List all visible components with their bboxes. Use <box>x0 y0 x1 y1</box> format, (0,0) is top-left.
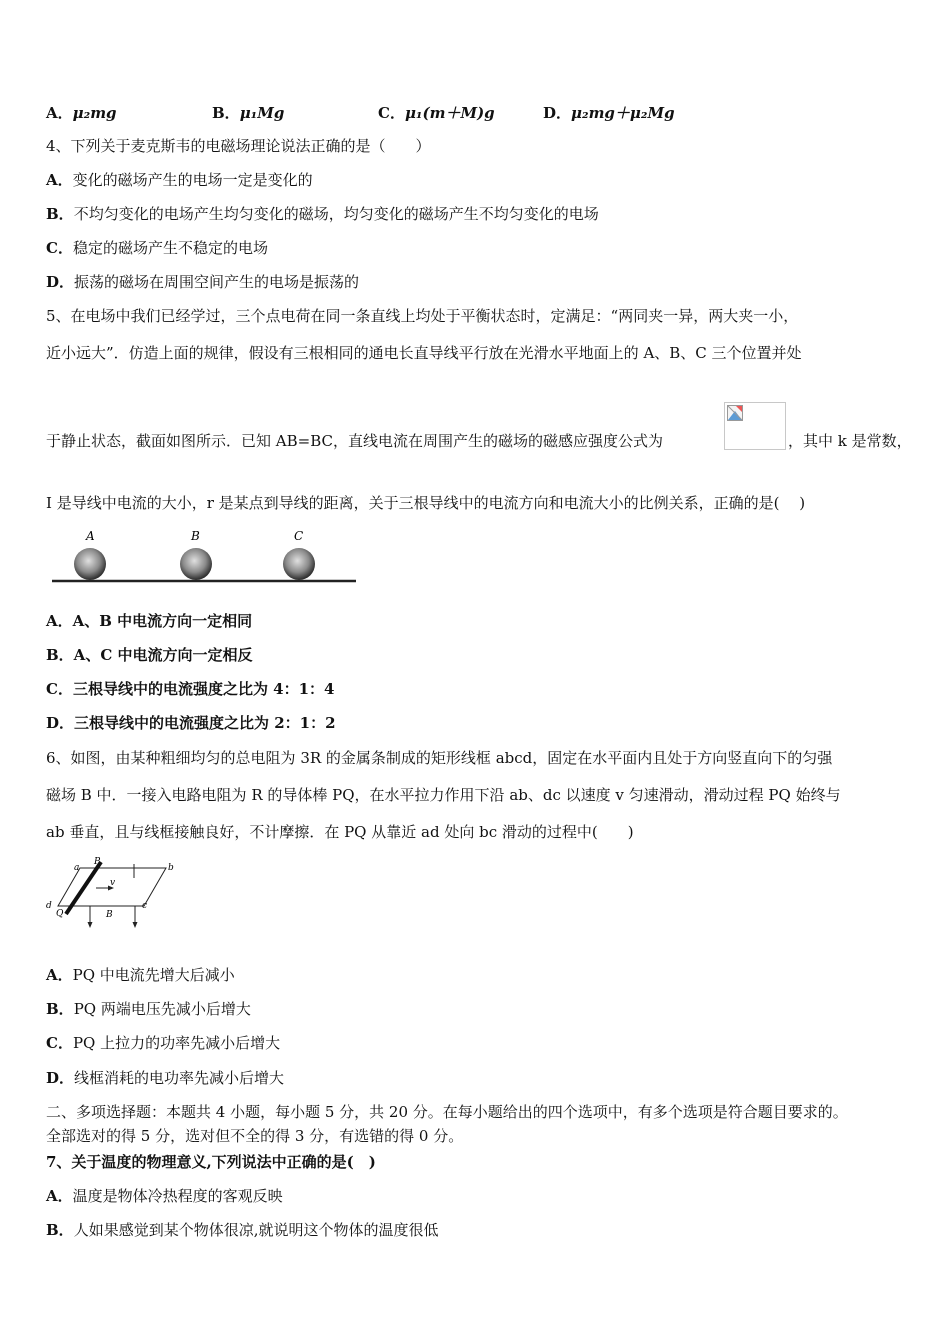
q6-figure <box>44 856 184 932</box>
label-q: Q <box>56 909 64 919</box>
q6-stem-line3: ab 垂直，且与线框接触良好，不计摩擦．在 PQ 从靠近 ad 处向 bc 滑动的过程中( ) <box>46 823 634 841</box>
q4-option-c: C．稳定的磁场产生不稳定的电场 <box>46 239 268 257</box>
q7-stem: 7、关于温度的物理意义,下列说法中正确的是( ) <box>46 1153 376 1171</box>
q6-stem-line2: 磁场 B 中．一接入电路电阻为 R 的导体棒 PQ，在水平拉力作用下沿 ab、dc 以速度 v 匀速滑动，滑动过程 PQ 始终与 <box>46 786 841 804</box>
q5-stem-line3a: 于静止状态，截面如图所示．已知 AB=BC，直线电流在周围产生的磁场的磁感应强度公式为 <box>46 432 663 450</box>
formula-image-placeholder <box>724 402 786 450</box>
label-p: P <box>94 857 101 867</box>
q6-option-b: B．PQ 两端电压先减小后增大 <box>46 1000 251 1018</box>
q4-option-d: D．振荡的磁场在周围空间产生的电场是振荡的 <box>46 273 360 291</box>
q3-option-a: A．μ₂mg <box>46 104 117 122</box>
label-a: a <box>74 863 80 873</box>
q6-stem-line1: 6、如图，由某种粗细均匀的总电阻为 3R 的金属条制成的矩形线框 abcd，固定在水平面内且处于方向竖直向下的匀强 <box>46 749 833 767</box>
label-field-b: B <box>106 910 113 920</box>
label-v: v <box>110 878 116 888</box>
q5-option-a: A．A、B 中电流方向一定相同 <box>46 612 253 630</box>
q4-stem: 4、下列关于麦克斯韦的电磁场理论说法正确的是（ ） <box>46 137 431 155</box>
q4-option-b: B．不均匀变化的电场产生均匀变化的磁场，均匀变化的磁场产生不均匀变化的电场 <box>46 205 599 223</box>
q5-stem-line3b: ，其中 k 是常数， <box>788 432 912 450</box>
q6-option-d: D．线框消耗的电功率先减小后增大 <box>46 1069 285 1087</box>
label-c: c <box>142 901 148 911</box>
q7-option-a: A．温度是物体冷热程度的客观反映 <box>46 1187 283 1205</box>
q5-stem-line4: I 是导线中电流的大小，r 是某点到导线的距离，关于三根导线中的电流方向和电流大小的比例关系，正确的是( ) <box>46 494 806 512</box>
label-b: b <box>168 863 174 873</box>
q6-option-c: C．PQ 上拉力的功率先减小后增大 <box>46 1034 281 1052</box>
q3-option-d: D．μ₂mg＋μ₂Mg <box>543 104 675 122</box>
wire-c-label: C <box>294 529 304 543</box>
q5-option-b: B．A、C 中电流方向一定相反 <box>46 646 253 664</box>
wire-b-label: B <box>191 529 200 543</box>
wire-a <box>74 548 106 580</box>
q4-option-a: A．变化的磁场产生的电场一定是变化的 <box>46 171 313 189</box>
label-d: d <box>46 901 52 911</box>
broken-image-icon <box>727 405 743 421</box>
wire-a-label: A <box>86 529 95 543</box>
wire-c <box>283 548 315 580</box>
q7-option-b: B．人如果感觉到某个物体很凉,就说明这个物体的温度很低 <box>46 1221 439 1239</box>
q5-stem-line1: 5、在电场中我们已经学过，三个点电荷在同一条直线上均处于平衡状态时，定满足：“两同夹一异，两大夹一小， <box>46 307 799 325</box>
q5-option-c: C．三根导线中的电流强度之比为 4：1：4 <box>46 680 335 698</box>
q3-option-c: C．μ₁(m＋M)g <box>378 104 495 122</box>
section2-line1: 二、多项选择题：本题共 4 小题，每小题 5 分，共 20 分。在每小题给出的四个选项中，有多个选项是符合题目要求的。 <box>46 1103 848 1121</box>
q6-option-a: A．PQ 中电流先增大后减小 <box>46 966 235 984</box>
q5-option-d: D．三根导线中的电流强度之比为 2：1：2 <box>46 714 336 732</box>
q5-stem-line2: 近小远大”．仿造上面的规律，假设有三根相同的通电长直导线平行放在光滑水平地面上的 A、B、C 三个位置并处 <box>46 344 802 362</box>
q3-option-b: B．μ₁Mg <box>212 104 285 122</box>
q5-figure <box>46 528 360 588</box>
section2-line2: 全部选对的得 5 分，选对但不全的得 3 分，有选错的得 0 分。 <box>46 1127 464 1145</box>
wire-b <box>180 548 212 580</box>
